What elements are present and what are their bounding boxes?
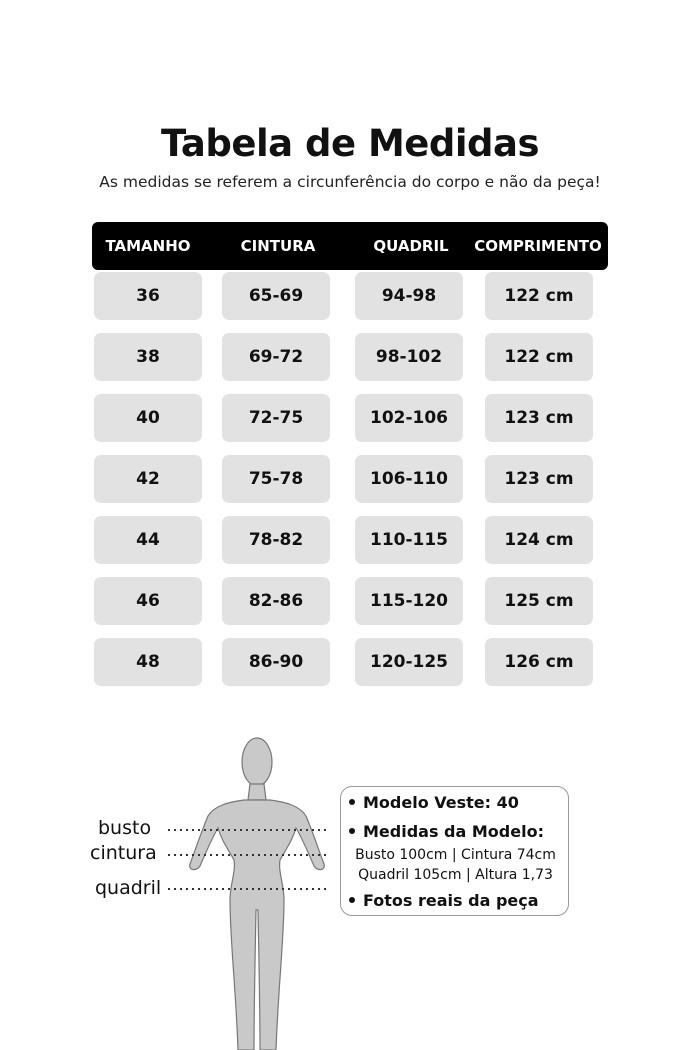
table-cell-quadril: 102-106 xyxy=(355,394,463,442)
table-cell-tamanho: 48 xyxy=(94,638,202,686)
table-cell-cintura: 65-69 xyxy=(222,272,330,320)
table-cell-comprimento: 123 cm xyxy=(485,455,593,503)
quadril-label: quadril xyxy=(95,877,162,899)
bullet-icon xyxy=(349,897,355,903)
table-cell-comprimento: 124 cm xyxy=(485,516,593,564)
table-cell-cintura: 78-82 xyxy=(222,516,330,564)
table-cell-cintura: 86-90 xyxy=(222,638,330,686)
table-cell-quadril: 110-115 xyxy=(355,516,463,564)
real-photos-item xyxy=(349,891,539,910)
real-photos-text: Fotos reais da peça xyxy=(363,891,539,910)
table-cell-tamanho: 46 xyxy=(94,577,202,625)
table-cell-tamanho: 38 xyxy=(94,333,202,381)
model-size-text: Modelo Veste: 40 xyxy=(363,793,519,812)
header-cintura: CINTURA xyxy=(240,237,316,255)
table-cell-comprimento: 125 cm xyxy=(485,577,593,625)
table-cell-quadril: 115-120 xyxy=(355,577,463,625)
table-cell-comprimento: 122 cm xyxy=(485,333,593,381)
model-measures-line2: Quadril 105cm | Altura 1,73 xyxy=(358,867,553,883)
model-info-box xyxy=(340,786,569,916)
header-comprimento: COMPRIMENTO xyxy=(474,237,602,255)
page-subtitle: As medidas se referem a circunferência do corpo e não da peça! xyxy=(99,173,601,191)
model-size-item xyxy=(349,793,519,812)
table-cell-quadril: 106-110 xyxy=(355,455,463,503)
model-measures-title: Medidas da Modelo: xyxy=(363,822,544,841)
table-cell-quadril: 94-98 xyxy=(355,272,463,320)
model-measures-item xyxy=(349,822,544,841)
table-cell-comprimento: 126 cm xyxy=(485,638,593,686)
table-cell-quadril: 98-102 xyxy=(355,333,463,381)
table-cell-cintura: 82-86 xyxy=(222,577,330,625)
table-cell-tamanho: 44 xyxy=(94,516,202,564)
bullet-icon xyxy=(349,799,355,805)
header-quadril: QUADRIL xyxy=(373,237,449,255)
busto-label: busto xyxy=(98,817,152,839)
table-cell-tamanho: 36 xyxy=(94,272,202,320)
table-cell-tamanho: 42 xyxy=(94,455,202,503)
table-cell-cintura: 72-75 xyxy=(222,394,330,442)
page-title: Tabela de Medidas xyxy=(160,122,540,165)
header-tamanho: TAMANHO xyxy=(105,237,191,255)
table-cell-tamanho: 40 xyxy=(94,394,202,442)
table-cell-cintura: 69-72 xyxy=(222,333,330,381)
cintura-label: cintura xyxy=(90,842,157,864)
table-cell-quadril: 120-125 xyxy=(355,638,463,686)
table-cell-comprimento: 123 cm xyxy=(485,394,593,442)
silhouette-icon xyxy=(190,738,325,1050)
bullet-icon xyxy=(349,828,355,834)
model-measures-line1: Busto 100cm | Cintura 74cm xyxy=(355,847,556,863)
table-cell-comprimento: 122 cm xyxy=(485,272,593,320)
table-cell-cintura: 75-78 xyxy=(222,455,330,503)
